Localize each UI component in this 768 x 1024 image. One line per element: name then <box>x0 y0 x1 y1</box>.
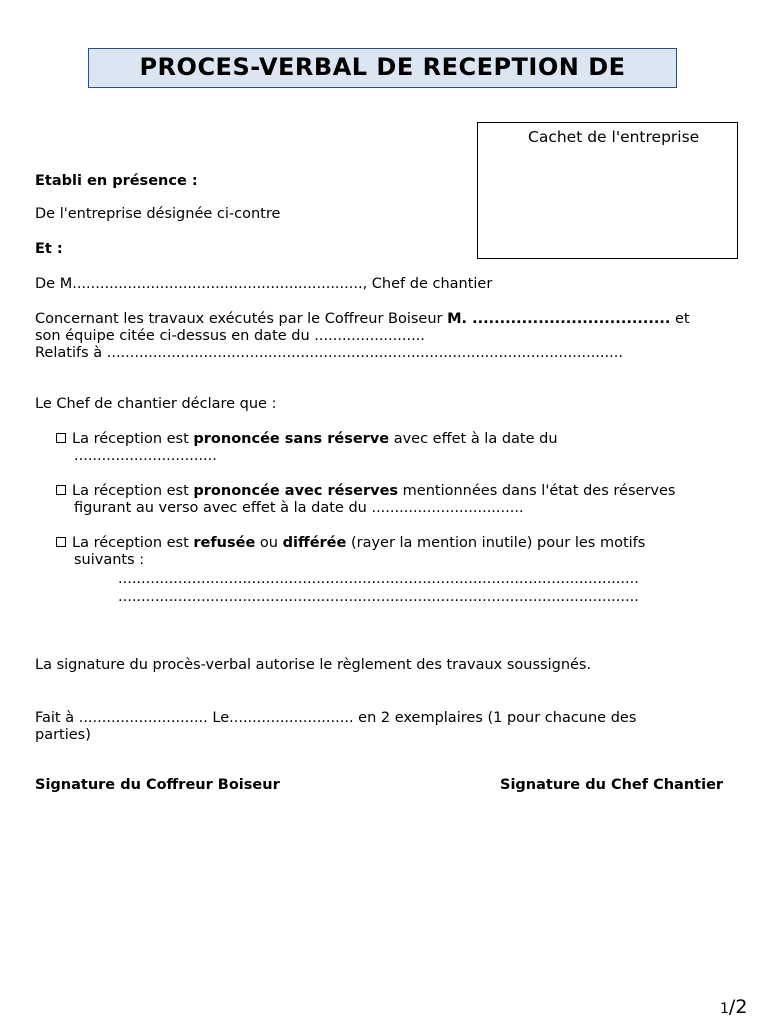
page-current: 1 <box>720 1001 729 1017</box>
and-heading: Et : <box>35 241 63 257</box>
page-title: PROCES-VERBAL DE RECEPTION DE <box>88 48 677 88</box>
presence-heading: Etabli en présence : <box>35 173 198 189</box>
option-text: La réception est <box>72 483 194 499</box>
company-stamp-box <box>477 122 738 259</box>
reasons-dotted-line-1: ................................................................................................................. <box>118 571 639 587</box>
option-text-end: mentionnées dans l'état des réserves <box>398 483 676 499</box>
option-text-end: (rayer la mention inutile) pour les motifs <box>346 535 646 551</box>
works-line-1-text: Concernant les travaux exécutés par le Coffreur Boiseur <box>35 311 448 327</box>
done-at-line-1: Fait à ............................ Le........................... en 2 exemplaires (1 pour chacune des <box>35 710 637 726</box>
declaration: Le Chef de chantier déclare que : <box>35 396 277 412</box>
option-refused-reasons-label: suivants : <box>74 552 145 568</box>
reasons-dotted-line-2: ................................................................................................................. <box>118 589 639 605</box>
option-accepted <box>56 431 558 448</box>
stamp-label: Cachet de l'entreprise <box>528 128 700 146</box>
works-line-1-name: M. .................................... <box>447 311 671 327</box>
signature-left: Signature du Coffreur Boiseur <box>35 777 280 793</box>
option-bold: prononcée avec réserves <box>193 483 399 499</box>
option-bold: prononcée sans réserve <box>193 431 390 447</box>
option-with-reserves-date: figurant au verso avec effet à la date du ................................. <box>74 500 524 516</box>
option-bold-deferred: différée <box>282 535 347 551</box>
page-separator: / <box>728 996 736 1018</box>
chief-line: De M..............................................................., Chef de chantier <box>35 276 493 292</box>
signature-note: La signature du procès-verbal autorise le règlement des travaux soussignés. <box>35 657 592 673</box>
option-bold-refused: refusée <box>193 535 256 551</box>
page-number <box>720 996 747 1018</box>
works-line-3: Relatifs à ................................................................................................................ <box>35 345 623 361</box>
option-refused <box>56 535 645 552</box>
option-text: La réception est <box>72 431 194 447</box>
company-line: De l'entreprise désignée ci-contre <box>35 206 281 222</box>
checkbox-icon[interactable] <box>56 537 66 547</box>
works-line-1-end: et <box>670 311 690 327</box>
option-with-reserves <box>56 483 675 500</box>
option-accepted-date: ............................... <box>74 448 217 464</box>
option-text-end: avec effet à la date du <box>389 431 558 447</box>
option-text-mid: ou <box>255 535 283 551</box>
signature-right: Signature du Chef Chantier <box>500 777 724 793</box>
works-line-1 <box>35 311 690 328</box>
done-at-line-2: parties) <box>35 727 91 743</box>
page-total: 2 <box>735 996 748 1018</box>
works-line-2: son équipe citée ci-dessus en date du ........................ <box>35 328 425 344</box>
checkbox-icon[interactable] <box>56 433 66 443</box>
option-text: La réception est <box>72 535 194 551</box>
checkbox-icon[interactable] <box>56 485 66 495</box>
